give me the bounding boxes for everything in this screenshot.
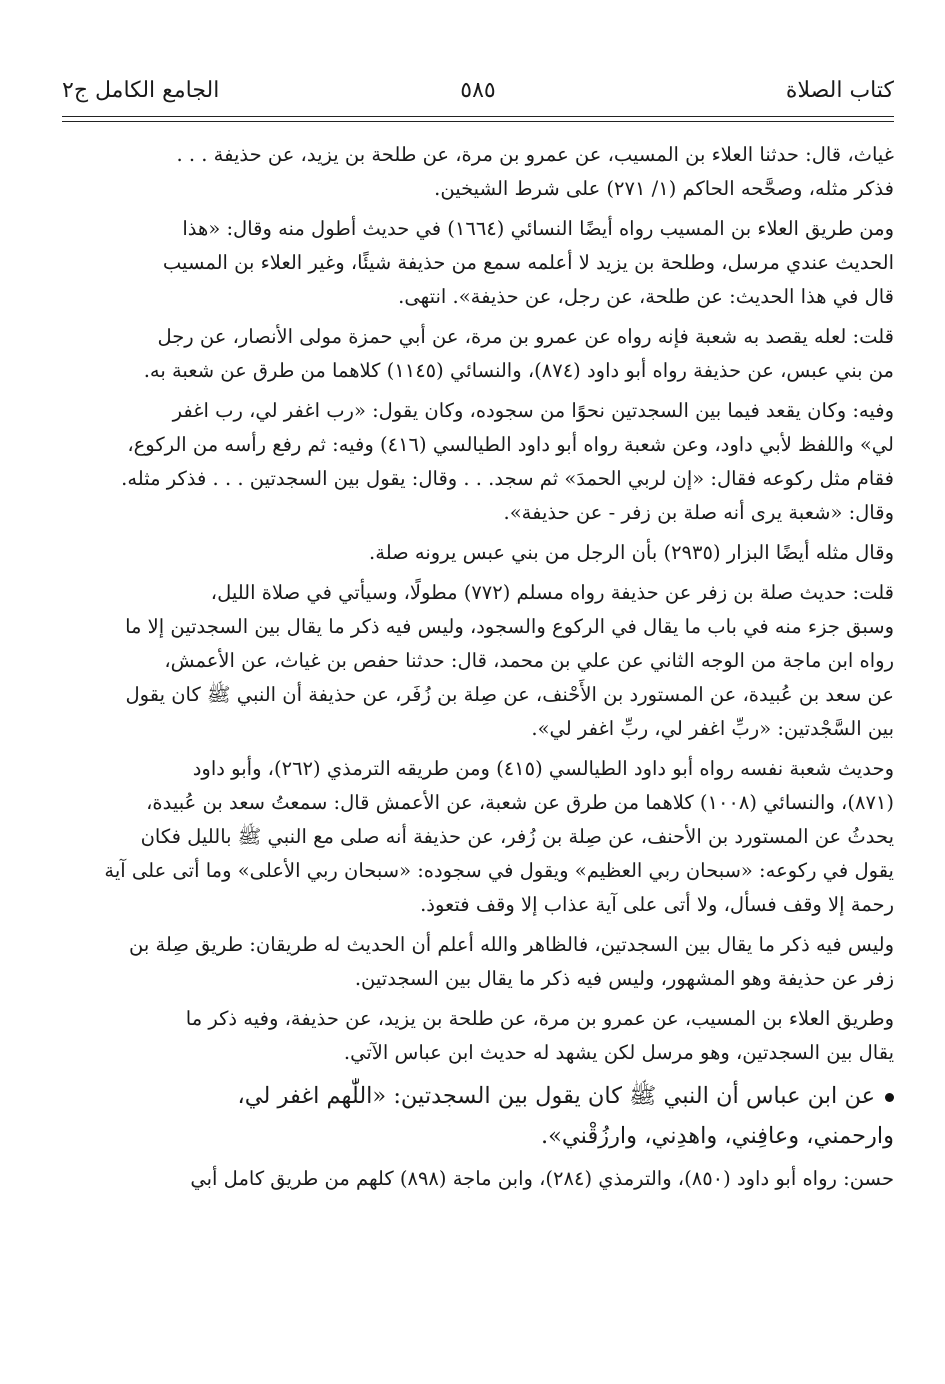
text-line: زفر عن حذيفة وهو المشهور، وليس فيه ذكر ما يقال بين السجدتين. xyxy=(354,967,894,990)
paragraph xyxy=(62,394,894,530)
hadith-line: وارحمني، وعافِني، واهدِني، وارزُقْني». xyxy=(540,1123,894,1149)
page-body xyxy=(62,138,894,1196)
paragraph xyxy=(62,1162,894,1196)
text-line: رحمة إلا وقف فسأل، ولا أتى على آية عذاب إلا وقف فتعوذ. xyxy=(420,893,894,916)
text-line: وقال مثله أيضًا البزار (٢٩٣٥) بأن الرجل من بني عبس يرونه صلة. xyxy=(369,541,894,564)
text-line: حسن: رواه أبو داود (٨٥٠)، والترمذي (٢٨٤)، وابن ماجة (٨٩٨) كلهم من طريق كامل أبي xyxy=(190,1167,894,1190)
text-line: فذكر مثله، وصحَّحه الحاكم (١/ ٢٧١) على شرط الشيخين. xyxy=(434,177,894,200)
text-line: وحديث شعبة نفسه رواه أبو داود الطيالسي (٤١٥) ومن طريقه الترمذي (٢٦٢)، وأبو داود xyxy=(192,757,894,780)
text-line: وسبق جزء منه في باب ما يقال في الركوع والسجود، وليس فيه ذكر ما يقال بين السجدتين إلا ما xyxy=(125,615,894,638)
text-line: يحدثُ عن المستورد بن الأحنف، عن صِلة بن زُفر، عن حذيفة أنه صلى مع النبي ﷺ بالليل فكان xyxy=(140,825,894,848)
paragraph xyxy=(62,212,894,314)
text-line: ومن طريق العلاء بن المسيب رواه أيضًا النسائي (١٦٦٤) في حديث أطول منه وقال: «هذا xyxy=(182,217,894,240)
book-section-title: كتاب الصلاة xyxy=(785,78,894,103)
text-line: عن سعد بن عُبيدة، عن المستورد بن الأَحْنف، عن صِلة بن زُفَر، عن حذيفة أن النبي ﷺ كان يقول xyxy=(125,683,894,706)
paragraph xyxy=(62,928,894,996)
page-header xyxy=(62,78,894,112)
hadith-block xyxy=(62,1076,894,1156)
text-line: يقال بين السجدتين، وهو مرسل لكن يشهد له حديث ابن عباس الآتي. xyxy=(343,1041,894,1064)
hadith-text: عن ابن عباس أن النبي ﷺ كان يقول بين السجدتين: «اللّٰهم اغفر لي، xyxy=(237,1083,875,1109)
text-line: بين السَّجْدتين: «ربِّ اغفر لي، ربِّ اغفر لي». xyxy=(531,717,894,740)
text-line: فقام مثل ركوعه فقال: «إن لربي الحمدَ» ثم سجد. . . وقال: يقول بين السجدتين . . . فذكر مثله. xyxy=(121,467,894,490)
paragraph xyxy=(62,536,894,570)
header-rule-thick xyxy=(62,116,894,117)
paragraph xyxy=(62,138,894,206)
text-line: وطريق العلاء بن المسيب، عن عمرو بن مرة، عن طلحة بن يزيد، عن حذيفة، وفيه ذكر ما xyxy=(185,1007,894,1030)
paragraph xyxy=(62,320,894,388)
hadith-line xyxy=(62,1076,894,1116)
text-line: يقول في ركوعه: «سبحان ربي العظيم» ويقول في سجوده: «سبحان ربي الأعلى» وما أتى على آية xyxy=(104,859,894,882)
document-page xyxy=(62,0,894,1384)
text-line: الحديث عندي مرسل، وطلحة بن يزيد لا أعلمه سمع من حذيفة شيئًا، وغير العلاء بن المسيب xyxy=(162,251,894,274)
text-line: رواه ابن ماجة من الوجه الثاني عن علي بن محمد، قال: حدثنا حفص بن غياث، عن الأعمش، xyxy=(164,649,894,672)
text-line: من بني عبس، عن حذيفة رواه أبو داود (٨٧٤)، والنسائي (١١٤٥) كلاهما من طرق عن شعبة به. xyxy=(143,359,894,382)
paragraph xyxy=(62,752,894,922)
text-line: وقال: «شعبة يرى أنه صلة بن زفر - عن حذيفة». xyxy=(503,501,894,524)
text-line: وليس فيه ذكر ما يقال بين السجدتين، فالظاهر والله أعلم أن الحديث له طريقان: طريق صِلة بن xyxy=(129,933,894,956)
text-line: قلت: حديث صلة بن زفر عن حذيفة رواه مسلم (٧٧٢) مطولًا، وسيأتي في صلاة الليل، xyxy=(210,581,894,604)
text-line: (٨٧١)، والنسائي (١٠٠٨) كلاهما من طرق عن شعبة، عن الأعمش قال: سمعتُ سعد بن عُبيدة، xyxy=(146,791,894,814)
text-line: غياث، قال: حدثنا العلاء بن المسيب، عن عمرو بن مرة، عن طلحة بن يزيد، عن حذيفة . . . xyxy=(176,143,894,166)
text-line: لي» واللفظ لأبي داود، وعن شعبة رواه أبو داود الطيالسي (٤١٦) وفيه: ثم رفع رأسه من الركوع، xyxy=(127,433,894,456)
header-rule-thin xyxy=(62,121,894,122)
text-line: قلت: لعله يقصد به شعبة فإنه رواه عن عمرو بن مرة، عن أبي حمزة مولى الأنصار، عن رجل xyxy=(157,325,894,348)
page-number: ٥٨٥ xyxy=(460,78,496,103)
paragraph xyxy=(62,1002,894,1070)
paragraph xyxy=(62,576,894,746)
text-line: قال في هذا الحديث: عن طلحة، عن رجل، عن حذيفة». انتهى. xyxy=(398,285,894,308)
text-line: وفيه: وكان يقعد فيما بين السجدتين نحوًا من سجوده، وكان يقول: «رب اغفر لي، رب اغفر xyxy=(172,399,894,422)
bullet-icon xyxy=(885,1093,894,1102)
book-title: الجامع الكامل ج٢ xyxy=(62,78,220,103)
